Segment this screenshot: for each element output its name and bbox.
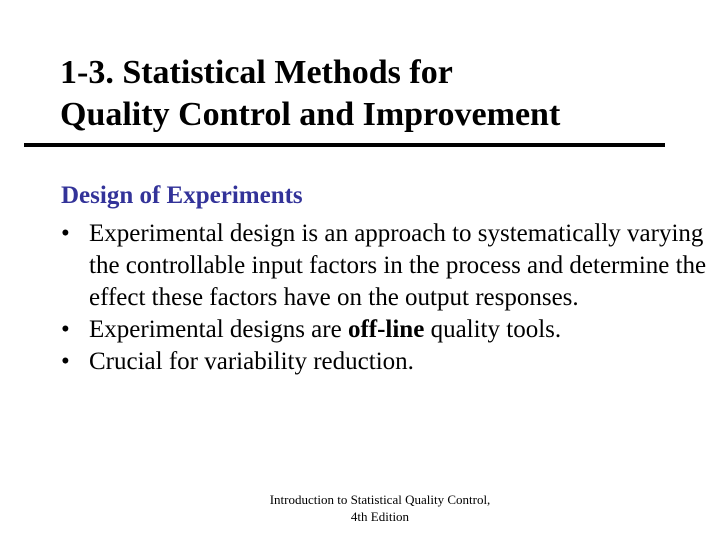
bullet-icon: •: [61, 348, 70, 375]
bullet-item: [61, 218, 711, 314]
title-line-2: Quality Control and Improvement: [60, 96, 561, 133]
bullet-item: [61, 346, 711, 378]
title-underline: [24, 143, 665, 147]
bullet-text-after: quality tools.: [424, 316, 562, 343]
bullet-text: Crucial for variability reduction.: [89, 348, 414, 375]
bullet-text: Experimental design is an approach to systematically varying the controllable input factors in the process and determine the effect these factors have on the output responses.: [89, 220, 707, 311]
bullet-text-before: Experimental designs are: [89, 316, 348, 343]
bullet-icon: •: [61, 316, 70, 343]
bullet-item: [61, 314, 711, 346]
bullet-text-emphasis: off-line: [347, 316, 425, 343]
section-subtitle: Design of Experiments: [61, 182, 303, 209]
slide-footer: [230, 491, 530, 525]
bullet-list: [61, 218, 711, 378]
bullet-icon: •: [61, 220, 70, 247]
footer-line-1: Introduction to Statistical Quality Control,: [269, 492, 491, 507]
title-line-1: 1-3. Statistical Methods for: [60, 54, 453, 91]
slide-title: [60, 52, 700, 136]
footer-line-2: 4th Edition: [350, 509, 410, 524]
